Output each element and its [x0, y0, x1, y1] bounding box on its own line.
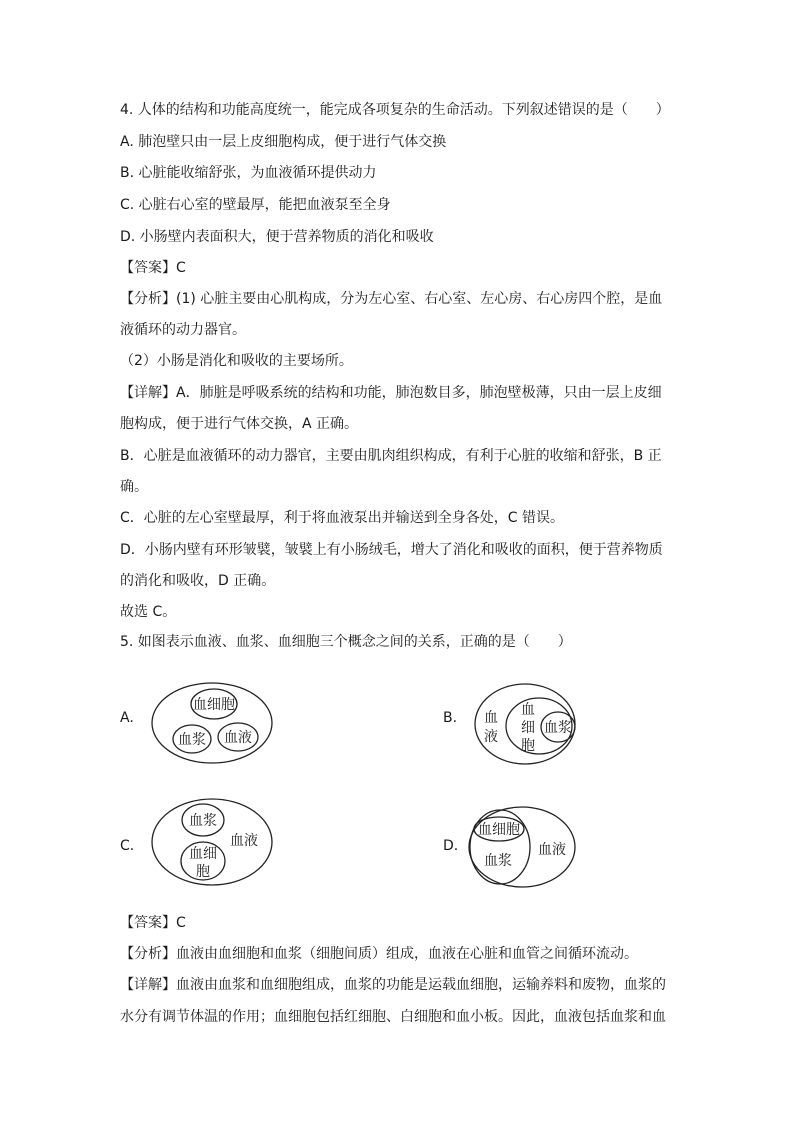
diagram-b-mid-label-1: 血: [521, 702, 535, 718]
q4-detail-line: 的消化和吸收，D 正确。: [120, 573, 276, 589]
diagram-b-inner-label: 血浆: [544, 720, 572, 736]
q4-option-c: C. 心脏右心室的壁最厚，能把血液泵至全身: [120, 197, 391, 213]
diagram-a-letter: A.: [120, 710, 134, 726]
q4-detail-line: C．心脏的左心室壁最厚，利于将血液泵出并输送到全身各处，C 错误。: [120, 510, 564, 526]
q4-analysis-line: 液循环的动力器官。: [120, 322, 246, 338]
diagram-c: [148, 795, 278, 890]
q4-option-a: A. 肺泡壁只由一层上皮细胞构成，便于进行气体交换: [120, 134, 447, 150]
q4-option-b: B. 心脏能收缩舒张，为血液循环提供动力: [120, 165, 377, 181]
q5-stem: 5. 如图表示血液、血浆、血细胞三个概念之间的关系，正确的是（ ）: [120, 634, 572, 650]
diagram-d-outer-label: 血液: [538, 842, 566, 858]
q4-option-d: D. 小肠壁内表面积大，便于营养物质的消化和吸收: [120, 229, 434, 245]
diagram-a: [148, 678, 278, 768]
diagram-d-mid-label: 血浆: [484, 853, 512, 869]
diagram-c-outer-label: 血液: [230, 833, 258, 849]
q4-detail-line: B．心脏是血液循环的动力器官，主要由肌肉组织构成，有利于心脏的收缩和舒张，B 正: [120, 448, 662, 464]
q4-detail-line: 确。: [120, 479, 148, 495]
diagram-a-outer-ellipse: [152, 683, 272, 763]
diagram-b-outer-label-1: 血: [484, 710, 498, 726]
diagram-d: [465, 802, 585, 892]
diagram-d-inner-label: 血细胞: [478, 822, 520, 838]
diagram-c-inner-bottom-label-1: 血细: [189, 846, 217, 862]
q4-detail-line: D．小肠内壁有环形皱襞，皱襞上有小肠绒毛，增大了消化和吸收的面积，便于营养物质: [120, 542, 663, 558]
q5-answer: 【答案】C: [120, 915, 186, 931]
q4-analysis-line: 【分析】(1) 心脏主要由心肌构成，分为左心室、右心室、左心房、右心房四个腔，是血: [120, 291, 663, 307]
diagram-b: [472, 680, 582, 770]
q5-detail-line: 【详解】血液由血浆和血细胞组成，血浆的功能是运载血细胞，运输养料和废物，血浆的: [120, 977, 666, 993]
diagram-c-inner-top-label: 血浆: [189, 813, 217, 829]
q4-answer: 【答案】C: [120, 260, 186, 276]
diagram-c-letter: C.: [120, 838, 135, 854]
diagram-b-outer-label-2: 液: [484, 729, 498, 745]
q5-detail-line: 水分有调节体温的作用；血细胞包括红细胞、白细胞和血小板。因此，血液包括血浆和血: [120, 1009, 666, 1025]
diagram-a-inner-right-label: 血液: [224, 730, 252, 746]
q4-detail-line: 胞构成，便于进行气体交换，A 正确。: [120, 416, 359, 432]
diagram-c-inner-bottom-label-2: 胞: [196, 864, 210, 880]
q4-stem: 4. 人体的结构和功能高度统一，能完成各项复杂的生命活动。下列叙述错误的是（ ）: [120, 102, 670, 118]
q4-conclusion: 故选 C。: [120, 604, 177, 620]
q5-analysis: 【分析】血液由血细胞和血浆（细胞间质）组成，血液在心脏和血管之间循环流动。: [120, 946, 638, 962]
diagram-b-mid-label-3: 胞: [521, 738, 535, 754]
diagram-b-letter: B.: [443, 710, 458, 726]
diagram-a-inner-top-label: 血细胞: [193, 697, 235, 713]
diagram-a-inner-left-label: 血浆: [178, 732, 206, 748]
q4-analysis-line: （2）小肠是消化和吸收的主要场所。: [120, 353, 353, 369]
diagram-b-mid-label-2: 细: [521, 720, 535, 736]
diagram-d-letter: D.: [443, 838, 459, 854]
q4-detail-line: 【详解】A．肺脏是呼吸系统的结构和功能，肺泡数目多，肺泡壁极薄，只由一层上皮细: [120, 385, 662, 401]
